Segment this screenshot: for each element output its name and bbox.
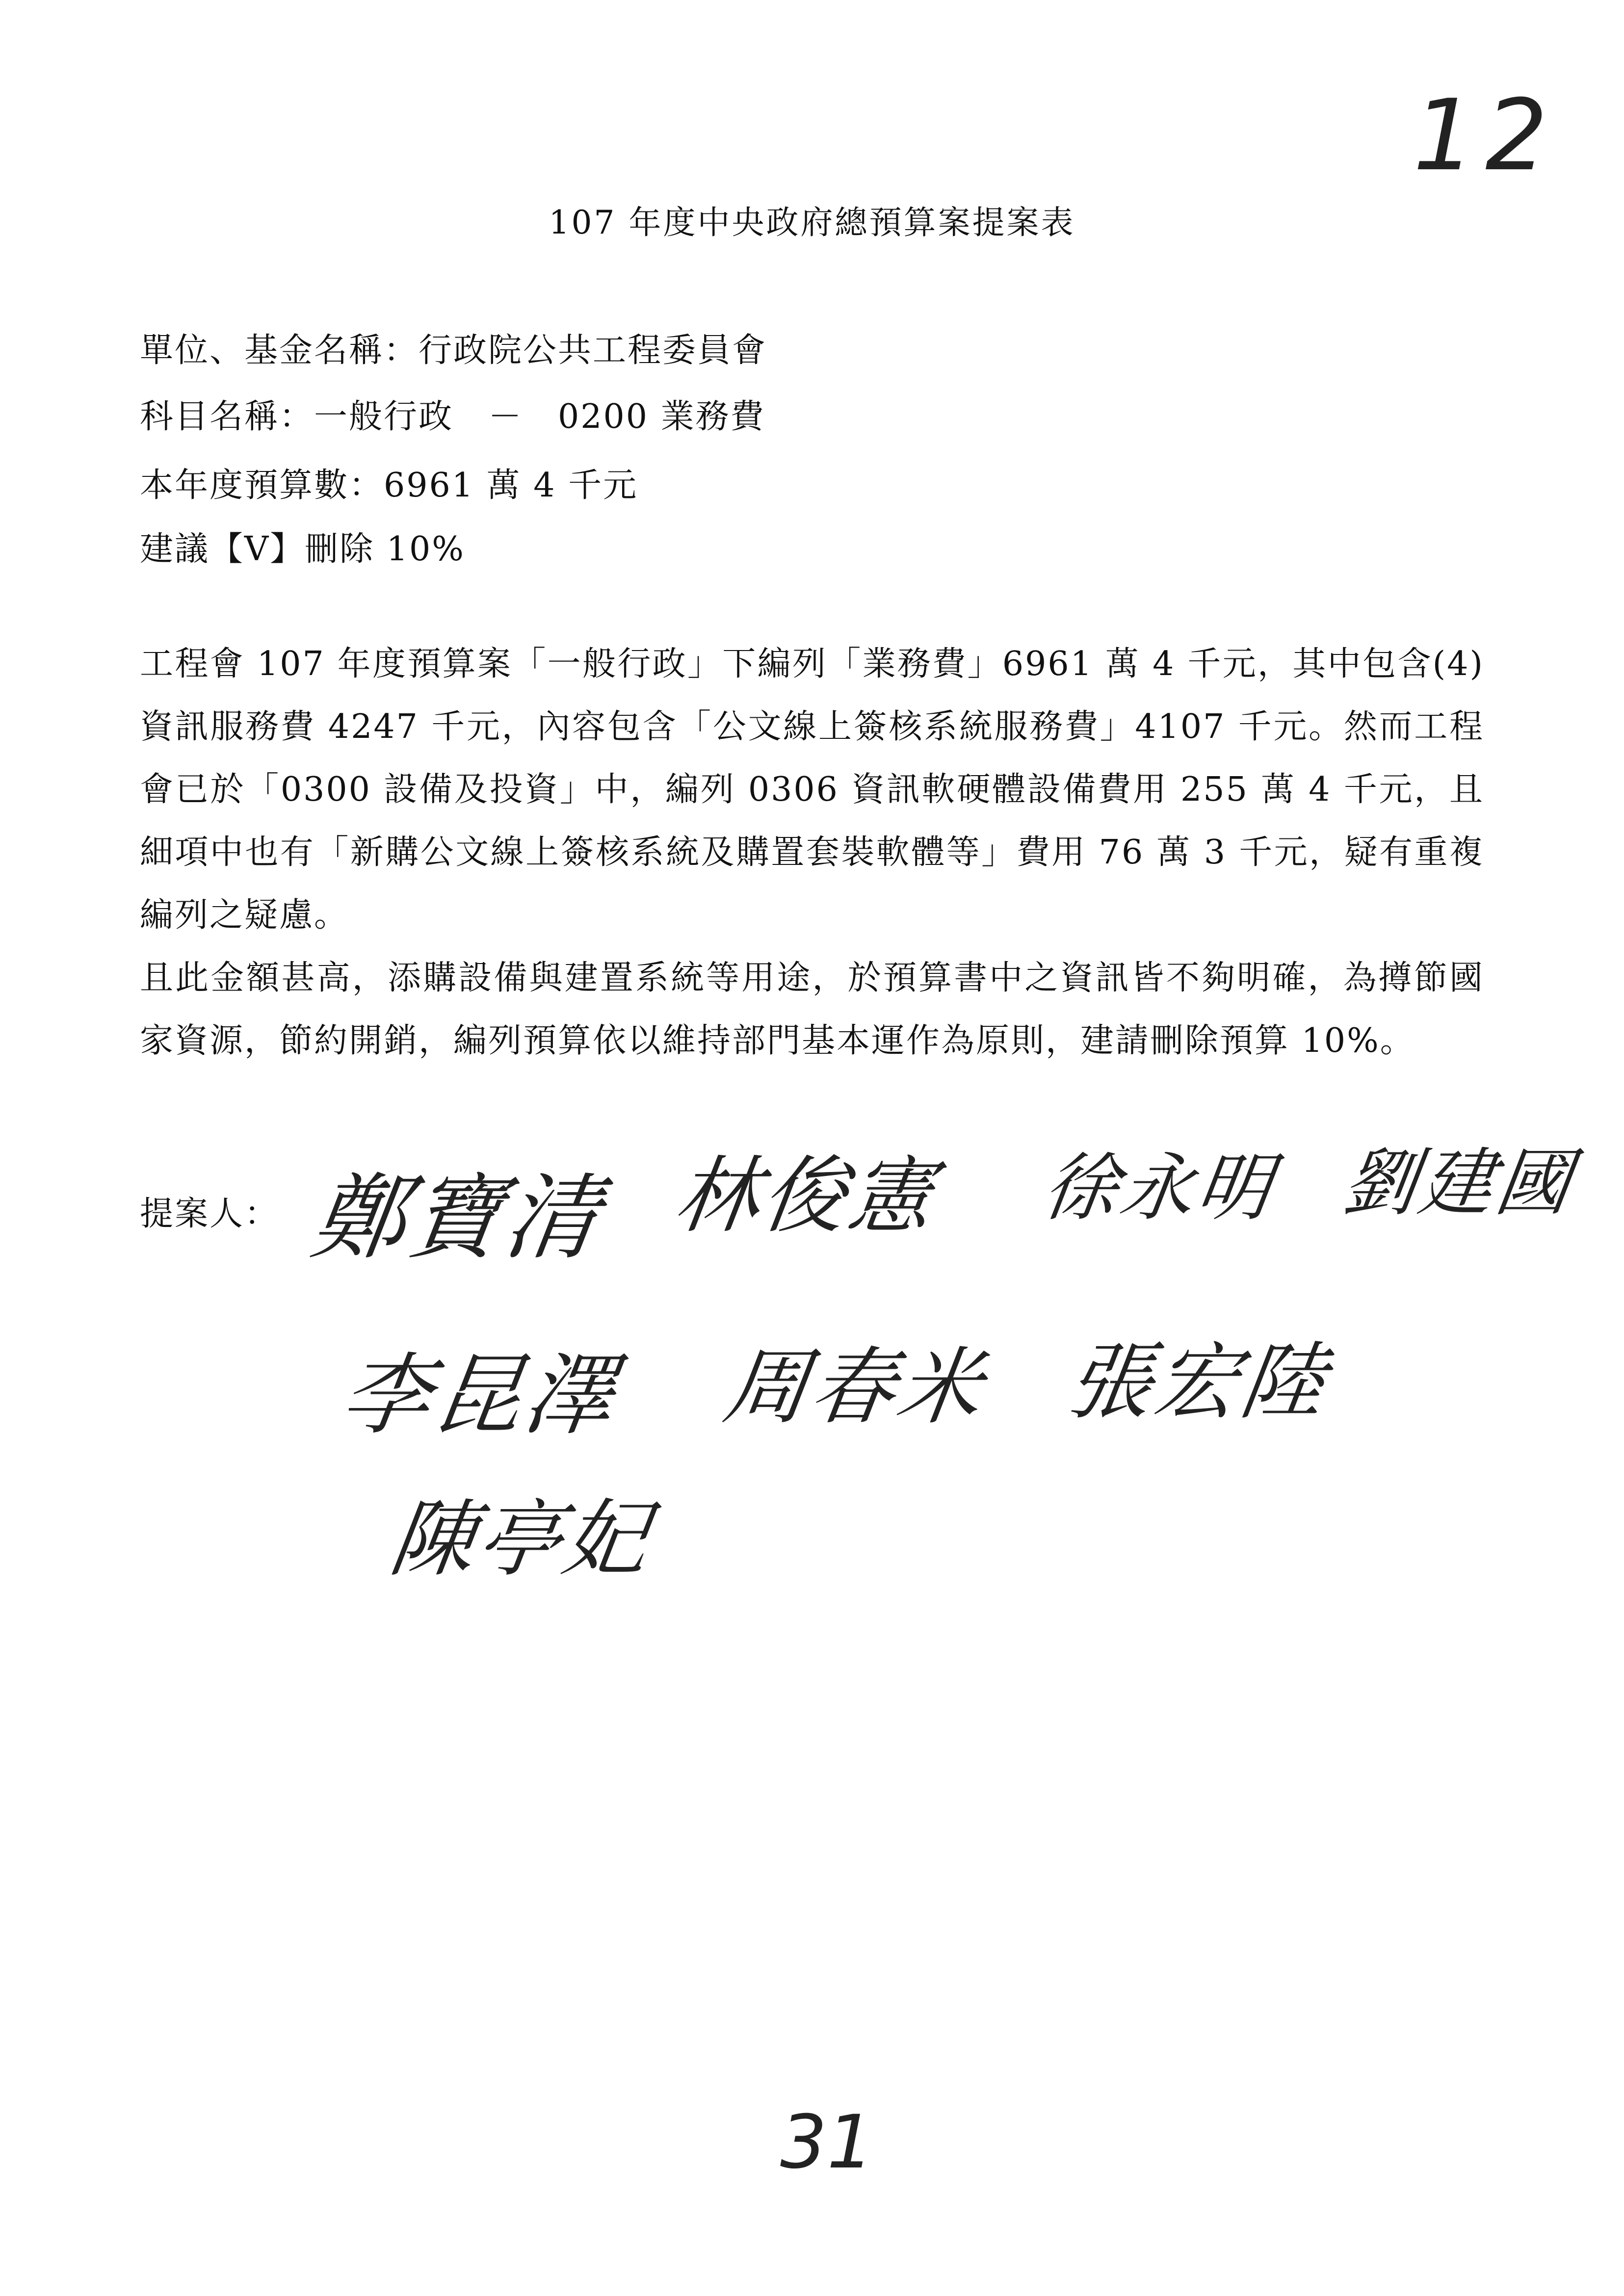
subject-line: 科目名稱：一般行政 － 0200 業務費 xyxy=(140,397,765,436)
signature: 劉建國 xyxy=(1337,1141,1579,1226)
unit-line: 單位、基金名稱：行政院公共工程委員會 xyxy=(140,331,767,370)
handwritten-page-number-bottom: 31 xyxy=(780,2100,874,2185)
document-title: 107 年度中央政府總預算案提案表 xyxy=(549,204,1075,241)
signature: 張宏陸 xyxy=(1061,1334,1335,1431)
handwritten-page-number-top: 12 xyxy=(1413,78,1558,193)
signature: 陳亭妃 xyxy=(384,1491,657,1588)
proposer-label: 提案人： xyxy=(140,1195,280,1233)
body-paragraph: 工程會 107 年度預算案「一般行政」下編列「業務費」6961 萬 4 千元，其中包含(4)資訊服務費 4247 千元，內容包含「公文線上簽核系統服務費」4107 千元。然而工程會已於「0300 設備及投資」中，編列 0306 資訊軟硬體設備費用 255 萬 4 千元，且細項中也有「新購公文線上簽核系統及購置套裝軟體等」費用 76 萬 3 千元，疑有重複編列之疑慮。 xyxy=(140,645,1484,935)
signature: 周春米 xyxy=(718,1339,991,1436)
body-paragraph: 且此金額甚高，添購設備與建置系統等用途，於預算書中之資訊皆不夠明確，為撙節國家資源，節約開銷，編列預算依以維持部門基本運作為原則，建請刪除預算 10%。 xyxy=(140,959,1484,1060)
budget-line: 本年度預算數：6961 萬 4 千元 xyxy=(140,466,638,505)
signature: 鄭寶清 xyxy=(305,1164,609,1272)
suggestion-line: 建議【V】刪除 10% xyxy=(140,530,465,569)
proposal-body xyxy=(140,633,1484,1072)
signature: 徐永明 xyxy=(1038,1146,1280,1231)
signature: 李昆澤 xyxy=(335,1344,624,1447)
signature: 林俊憲 xyxy=(669,1148,942,1245)
